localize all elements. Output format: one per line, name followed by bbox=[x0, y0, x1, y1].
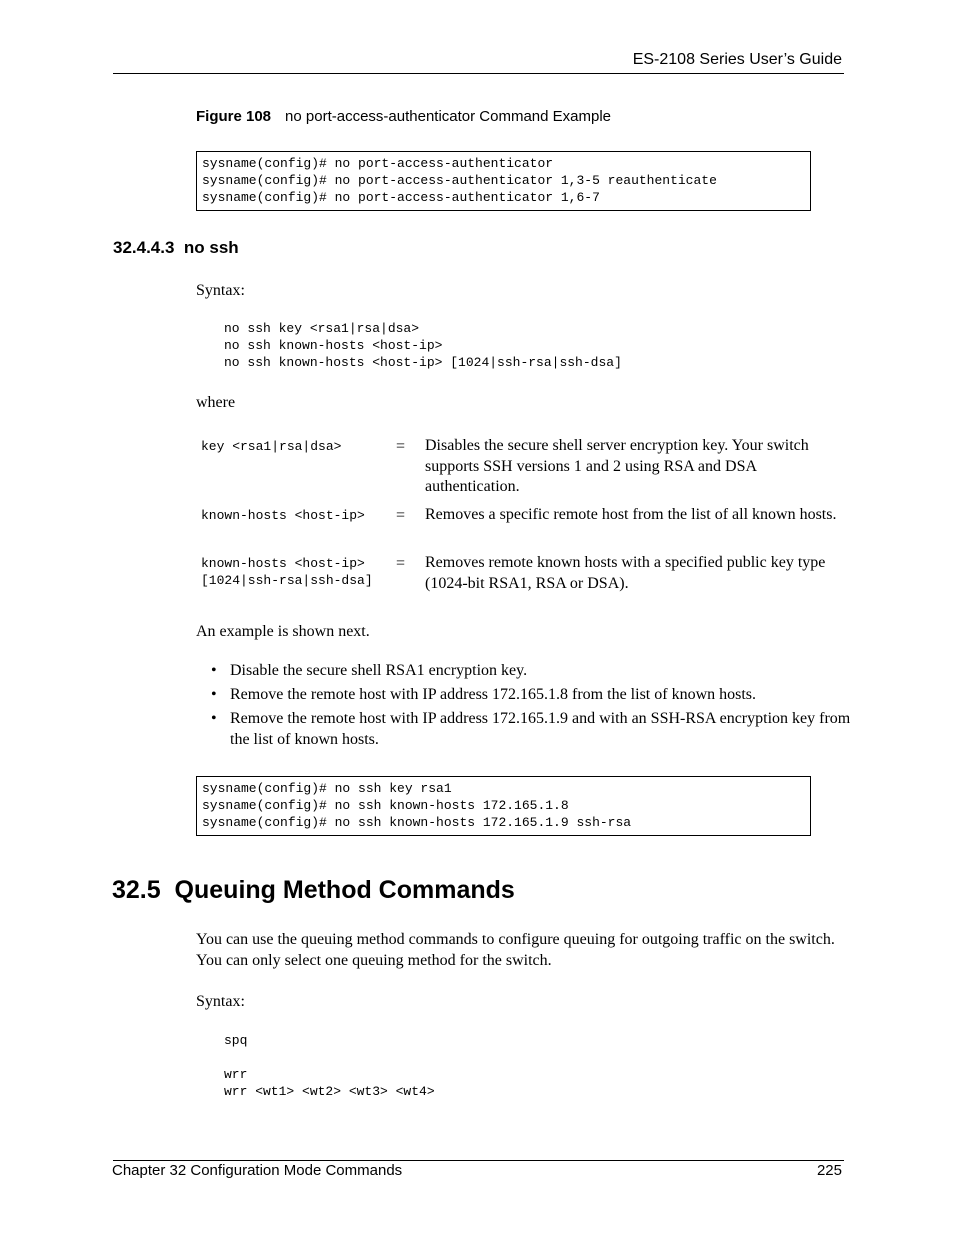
code-line: sysname(config)# no ssh key rsa1 bbox=[202, 781, 452, 796]
equals-sign: = bbox=[396, 438, 406, 455]
code-line: sysname(config)# no ssh known-hosts 172.165.1.9 ssh-rsa bbox=[202, 815, 632, 830]
syntax-line bbox=[224, 1049, 435, 1066]
header-title: ES-2108 Series User’s Guide bbox=[632, 51, 842, 68]
code-line: sysname(config)# no port-access-authenticator bbox=[202, 156, 554, 171]
parameter-term: known-hosts <host-ip> [1024|ssh-rsa|ssh-dsa] bbox=[201, 556, 373, 588]
syntax-line: no ssh key <rsa1|rsa|dsa> bbox=[224, 321, 420, 336]
syntax-block bbox=[224, 320, 622, 371]
where-label: where bbox=[196, 394, 236, 411]
syntax-line: spq bbox=[224, 1033, 248, 1048]
example-code-box bbox=[196, 776, 811, 836]
footer-chapter: Chapter 32 Configuration Mode Commands bbox=[112, 1162, 403, 1179]
bullet-icon: • bbox=[211, 662, 217, 679]
syntax-line: wrr bbox=[224, 1067, 248, 1082]
queuing-intro: You can use the queuing method commands to configure queuing for outgoing traffic on the switch. You can only select one queuing method for the switch. bbox=[196, 931, 835, 969]
list-item-text: Disable the secure shell RSA1 encryption key. bbox=[230, 662, 528, 679]
code-line: sysname(config)# no port-access-authenticator 1,3-5 reauthenticate bbox=[202, 173, 717, 188]
code-line: sysname(config)# no port-access-authenticator 1,6-7 bbox=[202, 190, 600, 205]
section-heading-no-ssh: 32.4.4.3 no ssh bbox=[113, 238, 239, 257]
parameter-term: key <rsa1|rsa|dsa> bbox=[201, 439, 342, 454]
syntax-line: no ssh known-hosts <host-ip> bbox=[224, 338, 443, 353]
syntax-line: no ssh known-hosts <host-ip> [1024|ssh-rsa|ssh-dsa] bbox=[224, 355, 622, 370]
parameter-description: Removes a specific remote host from the list of all known hosts. bbox=[425, 506, 837, 523]
figure-caption-text: no port-access-authenticator Command Example bbox=[285, 108, 612, 125]
bullet-icon: • bbox=[211, 686, 217, 703]
equals-sign: = bbox=[396, 555, 406, 572]
queuing-syntax-block bbox=[224, 1032, 435, 1100]
example-intro: An example is shown next. bbox=[196, 623, 370, 640]
code-line: sysname(config)# no ssh known-hosts 172.165.1.8 bbox=[202, 798, 569, 813]
section-heading-queuing: 32.5 Queuing Method Commands bbox=[112, 876, 515, 904]
parameter-description: Removes remote known hosts with a specified public key type (1024-bit RSA1, RSA or DSA). bbox=[425, 554, 826, 592]
page-number: 225 bbox=[816, 1162, 842, 1179]
parameter-description: Disables the secure shell server encryption key. Your switch supports SSH versions 1 and 2 using RSA and DSA authentication. bbox=[425, 437, 809, 495]
list-item-text: Remove the remote host with IP address 172.165.1.8 from the list of known hosts. bbox=[230, 686, 757, 703]
list-item bbox=[211, 660, 851, 681]
footer-rule bbox=[113, 1160, 844, 1161]
header-rule bbox=[113, 73, 844, 74]
figure-caption bbox=[196, 108, 611, 125]
list-item-text: Remove the remote host with IP address 172.165.1.9 and with an SSH-RSA encryption key from the list of known hosts. bbox=[230, 710, 851, 748]
list-item bbox=[211, 708, 851, 750]
example-bullet-list bbox=[211, 660, 851, 753]
bullet-icon: • bbox=[211, 710, 217, 727]
syntax-label: Syntax: bbox=[196, 993, 245, 1010]
figure-code-box bbox=[196, 151, 811, 211]
figure-label: Figure 108 bbox=[196, 108, 272, 125]
list-item bbox=[211, 684, 851, 705]
syntax-line: wrr <wt1> <wt2> <wt3> <wt4> bbox=[224, 1084, 435, 1099]
syntax-label: Syntax: bbox=[196, 282, 245, 299]
equals-sign: = bbox=[396, 507, 406, 524]
parameter-term: known-hosts <host-ip> bbox=[201, 508, 365, 523]
